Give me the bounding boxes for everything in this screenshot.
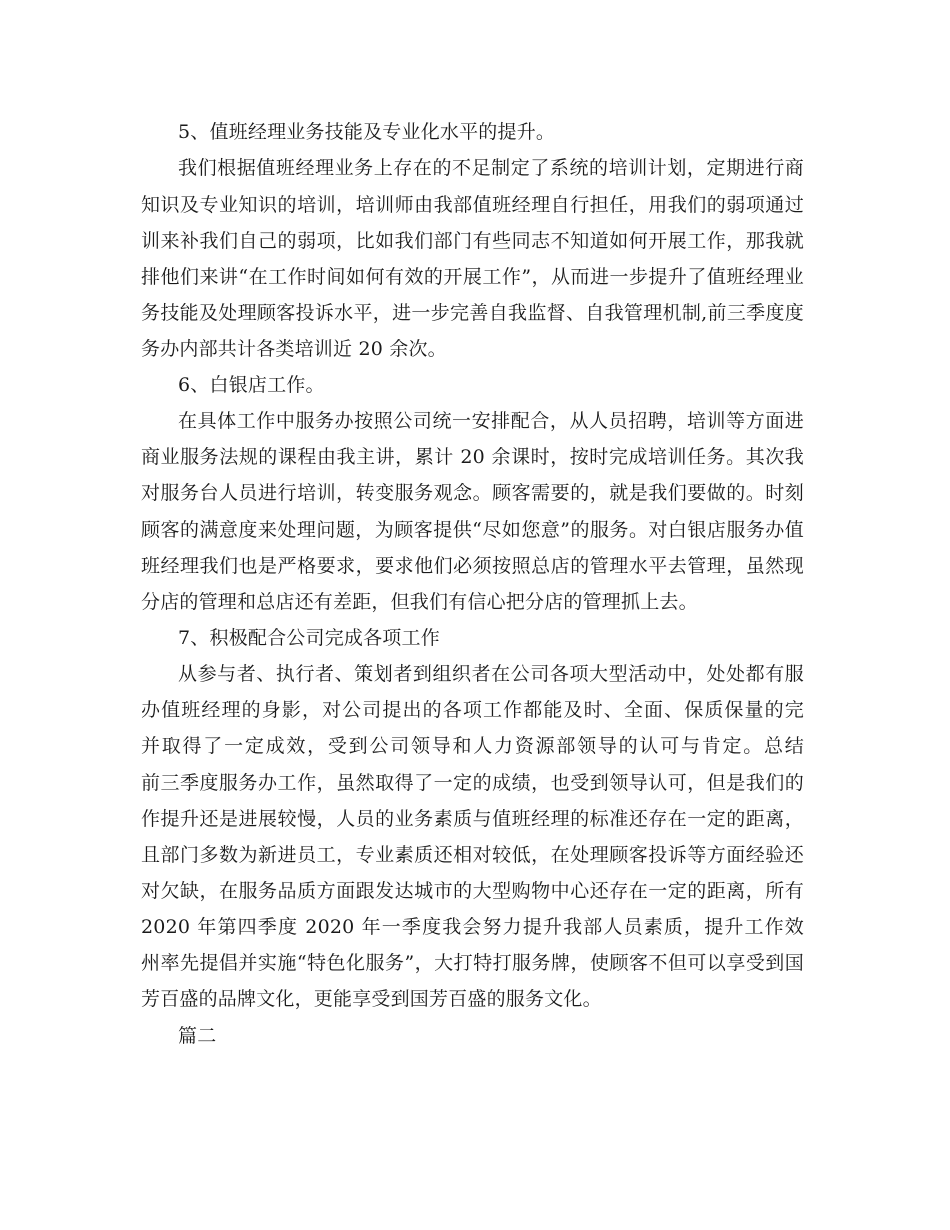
section-5-line-2: 知识及专业知识的培训，培训师由我部值班经理自行担任，用我们的弱项通过 bbox=[141, 194, 804, 216]
section-6-line-1: 在具体工作中服务办按照公司统一安排配合，从人员招聘，培训等方面进 bbox=[178, 410, 804, 432]
section-7-line-10: 芳百盛的品牌文化，更能享受到国芳百盛的服务文化。 bbox=[141, 988, 602, 1010]
section-6-line-6: 分店的管理和总店还有差距，但我们有信心把分店的管理抓上去。 bbox=[141, 591, 698, 613]
closing-heading: 篇二 bbox=[178, 1025, 217, 1047]
section-5-heading: 5、值班经理业务技能及专业化水平的提升。 bbox=[178, 121, 556, 143]
section-7-line-3: 并取得了一定成效，受到公司领导和人力资源部领导的认可与肯定。总结 bbox=[141, 735, 804, 757]
section-7-heading: 7、积极配合公司完成各项工作 bbox=[178, 627, 440, 649]
section-7-line-6: 且部门多数为新进员工，专业素质还相对较低，在处理顾客投诉等方面经验还 bbox=[141, 844, 804, 866]
section-7-line-8: 2020 年第四季度 2020 年一季度我会努力提升我部人员素质，提升工作效 bbox=[141, 916, 804, 938]
section-7-line-5: 作提升还是进展较慢，人员的业务素质与值班经理的标准还存在一定的距离， bbox=[141, 808, 804, 830]
section-7-line-7: 对欠缺，在服务品质方面跟发达城市的大型购物中心还存在一定的距离，所有 bbox=[141, 880, 804, 902]
section-7-line-2: 办值班经理的身影，对公司提出的各项工作都能及时、全面、保质保量的完 bbox=[141, 699, 804, 721]
section-6-line-5: 班经理我们也是严格要求，要求他们必须按照总店的管理水平去管理，虽然现 bbox=[141, 555, 804, 577]
section-6-line-2: 商业服务法规的课程由我主讲，累计 20 余课时，按时完成培训任务。其次我 bbox=[141, 446, 804, 468]
section-7-line-1: 从参与者、执行者、策划者到组织者在公司各项大型活动中，处处都有服 bbox=[178, 663, 804, 685]
section-7-line-9: 州率先提倡并实施“特色化服务”，大打特打服务牌，使顾客不但可以享受到国 bbox=[141, 952, 804, 974]
section-5-line-5: 务技能及处理顾客投诉水平，进一步完善自我监督、自我管理机制,前三季度度 bbox=[141, 302, 804, 324]
section-7-line-4: 前三季度服务办工作，虽然取得了一定的成绩，也受到领导认可，但是我们的 bbox=[141, 772, 804, 794]
section-6-heading: 6、白银店工作。 bbox=[178, 374, 325, 396]
section-5-line-4: 排他们来讲“在工作时间如何有效的开展工作”，从而进一步提升了值班经理业 bbox=[141, 266, 804, 288]
section-6-line-4: 顾客的满意度来处理问题，为顾客提供“尽如您意”的服务。对白银店服务办值 bbox=[141, 519, 804, 541]
section-5-line-1: 我们根据值班经理业务上存在的不足制定了系统的培训计划，定期进行商 bbox=[178, 157, 804, 179]
section-5-line-3: 训来补我们自己的弱项，比如我们部门有些同志不知道如何开展工作，那我就 bbox=[141, 230, 804, 252]
section-5-line-6: 务办内部共计各类培训近 20 余次。 bbox=[141, 338, 447, 360]
section-6-line-3: 对服务台人员进行培训，转变服务观念。顾客需要的，就是我们要做的。时刻 bbox=[141, 482, 804, 504]
